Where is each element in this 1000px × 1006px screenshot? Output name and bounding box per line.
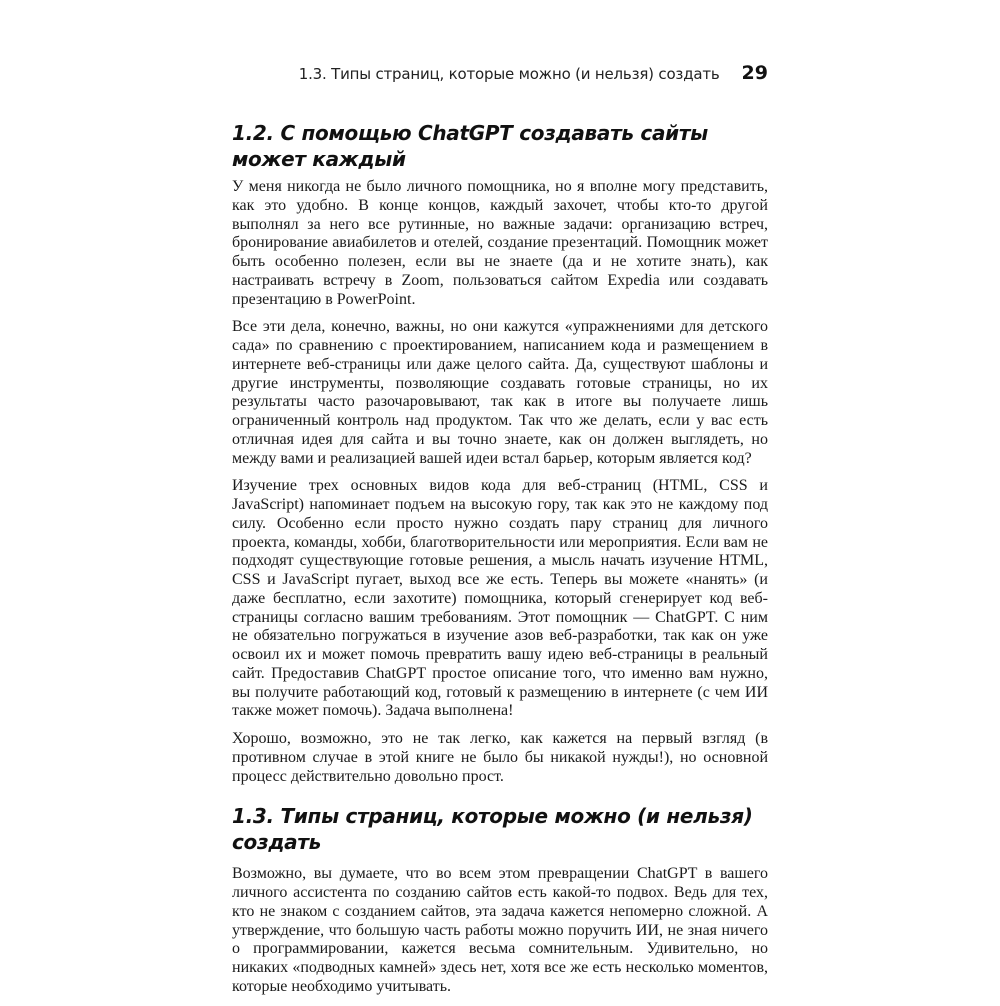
section-heading: 1.3. Типы страниц, которые можно (и нельзя) создать xyxy=(232,804,753,855)
paragraph: Хорошо, возможно, это не так легко, как кажется на первый взгляд (в противном случае в этой книге не было бы никакой нужды!), но основной процесс действительно довольно прост. xyxy=(232,730,768,785)
paragraph: Возможно, вы думаете, что во всем этом превращении ChatGPT в вашего личного ассистента по созданию сайтов есть какой-то подвох. Ведь для тех, кто не знаком с созданием сайтов, эта задача кажется непомерно сложной. А утверждение, что большую часть работы можно поручить ИИ, не зная ничего о программировании, кажется весьма сомнительным. Удивительно, но никаких «подводных камней» здесь нет, хотя все же есть несколько моментов, которые необходимо учитывать. xyxy=(232,865,768,995)
section-1-2 xyxy=(232,120,768,786)
page-number: 29 xyxy=(741,62,768,84)
section-1-3 xyxy=(232,803,768,996)
book-page xyxy=(232,62,768,1006)
running-header-title: 1.3. Типы страниц, которые можно (и нельзя) создать xyxy=(298,65,720,83)
paragraph: Изучение трех основных видов кода для веб-страниц (HTML, CSS и JavaScript) напоминает подъем на высокую гору, так как это не каждому под силу. Особенно если просто нужно создать пару страниц для личного проекта, команды, хобби, благотворительности или мероприятия. Если вам не подходят существующие готовые решения, а мысль начать изучение HTML, CSS и JavaScript пугает, выход все же есть. Теперь вы можете «нанять» (и даже бесплатно, если захотите) помощника, который сгенерирует код веб-страницы согласно вашим требованиям. Этот помощник — ChatGPT. С ним не обязательно погружаться в изучение азов веб-разработки, так как он уже освоил их и может помочь превратить вашу идею веб-страницы в реальный сайт. Предоставив ChatGPT простое описание того, что именно вам нужно, вы получите работающий код, готовый к размещению в интернете (с чем ИИ также может помочь). Задача выполнена! xyxy=(232,477,768,720)
paragraph: У меня никогда не было личного помощника, но я вполне могу представить, как это удобно. В конце концов, каждый захочет, чтобы кто-то другой выполнял за него все рутинные, но важные задачи: организацию встреч, бронирование авиабилетов и отелей, создание презентаций. Помощник может быть особенно полезен, если вы не знаете (да и не хотите знать), как настраивать встречу в Zoom, пользоваться сайтом Expedia или создавать презентацию в PowerPoint. xyxy=(232,178,768,308)
section-heading: 1.2. С помощью ChatGPT создавать сайты может каждый xyxy=(232,121,708,171)
running-header xyxy=(232,62,768,92)
paragraph: Все эти дела, конечно, важны, но они кажутся «упражнениями для детского сада» по сравнению с проектированием, написанием кода и размещением в интернете веб-страницы или даже целого сайта. Да, существуют шаблоны и другие инструменты, позволяющие создавать готовые страницы, но их результаты часто разочаровывают, так как в итоге вы получаете лишь ограниченный контроль над продуктом. Так что же делать, если у вас есть отличная идея для сайта и вы точно знаете, как он должен выглядеть, но между вами и реализацией вашей идеи встал барьер, которым является код? xyxy=(232,318,768,467)
